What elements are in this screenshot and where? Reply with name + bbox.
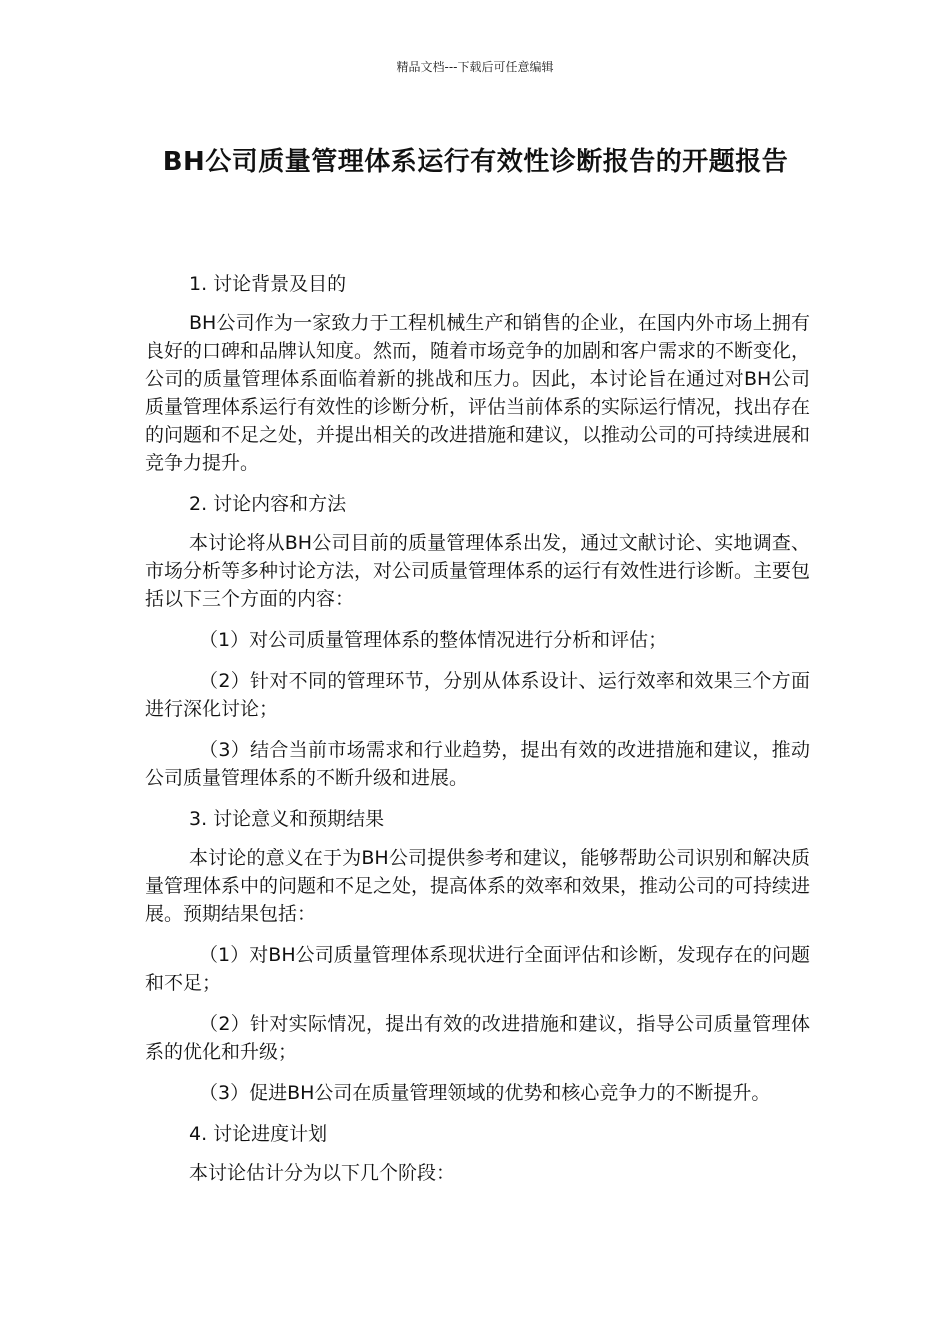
body-paragraph: 本讨论的意义在于为BH公司提供参考和建议，能够帮助公司识别和解决质量管理体系中的问题和不足之处，提高体系的效率和效果，推动公司的可持续进展。预期结果包括： [145,847,811,925]
body-paragraph: 本讨论估计分为以下几个阶段： [189,1162,456,1184]
list-item: （3）结合当前市场需求和行业趋势，提出有效的改进措施和建议，推动公司质量管理体系的不断升级和进展。 [145,739,810,789]
section-heading: 2. 讨论内容和方法 [189,493,347,515]
section-heading: 3. 讨论意义和预期结果 [189,808,385,830]
section-heading: 4. 讨论进度计划 [189,1123,328,1145]
document-body [145,270,810,1200]
section-heading: 1. 讨论背景及目的 [189,273,347,295]
body-paragraph: BH公司作为一家致力于工程机械生产和销售的企业，在国内外市场上拥有良好的口碑和品牌认知度。然而，随着市场竞争的加剧和客户需求的不断变化，公司的质量管理体系面临着新的挑战和压力。因此，本讨论旨在通过对BH公司质量管理体系运行有效性的诊断分析，评估当前体系的实际运行情况，找出存在的问题和不足之处，并提出相关的改进措施和建议，以推动公司的可持续进展和竞争力提升。 [145,312,811,474]
list-item: （3）促进BH公司在质量管理领域的优势和核心竞争力的不断提升。 [199,1082,771,1104]
list-item: （1）对公司质量管理体系的整体情况进行分析和评估； [199,629,668,651]
list-item: （2）针对实际情况，提出有效的改进措施和建议，指导公司质量管理体系的优化和升级； [145,1013,810,1063]
header-note: 精品文档---下载后可任意编辑 [396,60,554,74]
list-item: （2）针对不同的管理环节，分别从体系设计、运行效率和效果三个方面进行深化讨论； [145,670,810,720]
document-title: BH公司质量管理体系运行有效性诊断报告的开题报告 [162,147,789,177]
body-paragraph: 本讨论将从BH公司目前的质量管理体系出发，通过文献讨论、实地调查、市场分析等多种讨论方法，对公司质量管理体系的运行有效性进行诊断。主要包括以下三个方面的内容： [145,532,811,610]
list-item: （1）对BH公司质量管理体系现状进行全面评估和诊断，发现存在的问题和不足； [145,944,810,994]
